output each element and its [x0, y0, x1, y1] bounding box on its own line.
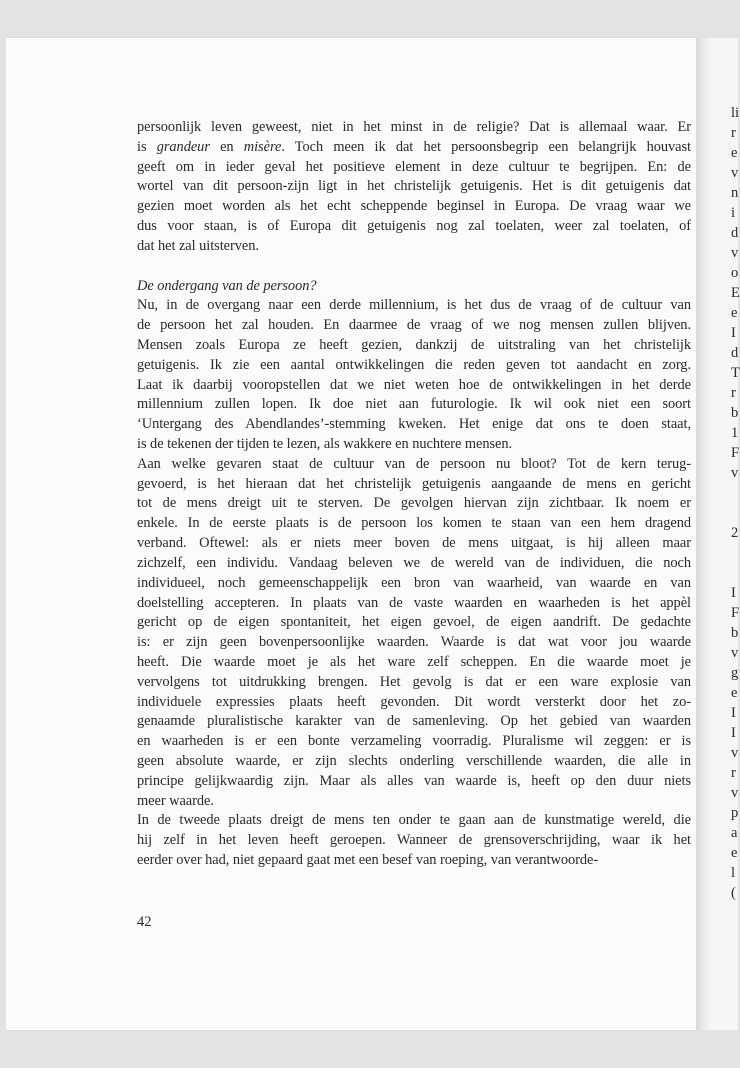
text-line: heeft. Die waarde moet je als het ware zelf scheppen. En die waarde moet je: [137, 653, 691, 670]
text-line: en waarheden is er een bonte verzameling voorradig. Pluralisme wil zeggen: er is: [137, 733, 691, 750]
text-line: wortel van dit persoon-zijn ligt in het christelijk getuigenis. Het is dit getuigenis dat: [137, 178, 691, 195]
paragraph-4: [137, 811, 691, 870]
text-line: eerder over had, niet gepaard gaat met een besef van roeping, van verantwoorde-: [137, 852, 599, 869]
text-line: getuigenis. Ik zie een aantal ontwikkelingen die reden geven tot aandacht en zorg.: [137, 356, 691, 373]
facing-page: [710, 38, 738, 1030]
facing-page-fragment: 2: [731, 525, 739, 541]
facing-page-fragment: (: [731, 885, 736, 901]
book-spine: [696, 38, 710, 1030]
text-line: ‘Untergang des Abendlandes’-stemming kweken. Het enige dat ons te doen staat,: [137, 416, 691, 433]
facing-page-fragment: I: [731, 585, 736, 601]
section-heading: De ondergang van de persoon?: [137, 277, 317, 294]
text-line: individueel, noch gemeenschappelijk een bron van waarheid, van waarde en van: [137, 574, 691, 591]
text-line: persoonlijk leven geweest, niet in het minst in de religie? Dat is allemaal waar. Er: [137, 119, 691, 135]
text-line: hij zelf in het leven heeft geroepen. Wanneer de grensoverschrijding, waar ik het: [137, 832, 691, 849]
facing-page-fragment: e: [731, 685, 738, 701]
facing-page-fragment: p: [731, 805, 739, 821]
facing-page-fragment: I: [731, 725, 736, 741]
facing-page-fragment: l: [731, 865, 735, 881]
facing-page-fragment: o: [731, 265, 739, 281]
text-line: Aan welke gevaren staat de cultuur van de persoon nu bloot? Tot de kern terug-: [137, 455, 691, 472]
text-line: principe gelijkwaardig zijn. Maar als alles van waarde is, heeft op den duur niets: [137, 772, 691, 789]
facing-page-fragment: v: [731, 465, 739, 481]
facing-page-fragment: i: [731, 205, 735, 221]
facing-page-fragment: 1: [731, 425, 739, 441]
text-line: zichzelf, een individu. Vandaag beleven we de wereld van de individuen, die noch: [137, 554, 691, 571]
facing-page-fragment: v: [731, 785, 739, 801]
text-line: geen absolute waarde, er zijn slechts onderling verschillende waarden, die alle in: [137, 753, 691, 769]
text-line: doelstelling accepteren. In plaats van de vaste waarden en waarheden is het appèl: [137, 594, 691, 611]
text-line: verband. Oftewel: als er niets meer boven de mens uitgaat, is hij alleen maar: [137, 535, 691, 552]
text-line: vervolgens tot uitdrukking brengen. Het gevolg is dat er een ware explosie van: [137, 673, 691, 690]
facing-page-fragment: d: [731, 225, 739, 241]
text-line: gericht op de eigen spontaniteit, het eigen gevoel, de eigen aandrift. De gedachte: [137, 614, 691, 631]
text-line: In de tweede plaats dreigt de mens ten onder te gaan aan de kunstmatige wereld, die: [137, 812, 691, 829]
facing-page-fragment: r: [731, 765, 736, 781]
text-line: tot de mens dreigt uit te sterven. De gevolgen hiervan zijn zichtbaar. Ik noem er: [137, 495, 691, 512]
text-line: enkele. In de eerste plaats is de persoon los komen te staan van een hem dragend: [137, 515, 691, 532]
paragraph-2: [137, 296, 691, 455]
text-line: individuele expressies plaats heeft gevonden. Dit wordt versterkt door het zo-: [137, 693, 691, 710]
facing-page-fragment: I: [731, 325, 736, 341]
page-text: [137, 118, 691, 871]
text-line: Laat ik daarbij vooropstellen dat we niet weten hoe de ontwikkelingen in het derde: [137, 376, 691, 393]
text-line: dat het zal uitsterven.: [137, 237, 259, 254]
facing-page-fragment: e: [731, 305, 738, 321]
facing-page-fragment: v: [731, 245, 739, 261]
facing-page-fragment: a: [731, 825, 738, 841]
page-number: 42: [137, 914, 152, 930]
facing-page-fragment: n: [731, 185, 739, 201]
facing-page-fragment: b: [731, 625, 739, 641]
text-line: genaamde pluralistische karakter van de samenleving. Op het gebied van waarden: [137, 713, 691, 730]
paragraph-3: [137, 455, 691, 812]
text-line: meer waarde.: [137, 792, 214, 809]
facing-page-fragment: v: [731, 645, 739, 661]
text-line: de persoon het zal houden. En daarmee de vraag of we nog mensen zullen blijven.: [137, 317, 691, 334]
facing-page-fragment: T: [731, 365, 740, 381]
text-line: dus voor staan, is of Europa dit getuigenis nog zal toelaten, weer zal toelaten, of: [137, 218, 691, 235]
text-line: is grandeur en misère. Toch meen ik dat het persoonsbegrip een belangrijk houvast: [137, 138, 691, 155]
facing-page-fragment: E: [731, 285, 740, 301]
facing-page-fragment: v: [731, 745, 739, 761]
facing-page-fragment: g: [731, 665, 739, 681]
text-line: millennium zullen lopen. Ik doe niet aan futurologie. Ik wil ook niet een soort: [137, 396, 691, 413]
text-line: is de tekenen der tijden te lezen, als wakkere en nuchtere mensen.: [137, 436, 513, 452]
facing-page-fragment: v: [731, 165, 739, 181]
facing-page-fragment: d: [731, 345, 739, 361]
facing-page-fragment: b: [731, 405, 739, 421]
text-line: geeft om in ieder geval het positieve element in deze cultuur te begrijpen. En: de: [137, 158, 691, 175]
facing-page-fragment: e: [731, 845, 738, 861]
text-line: Mensen zoals Europa ze heeft gezien, dankzij de uitstraling van het christelijk: [137, 336, 691, 353]
facing-page-fragment: I: [731, 705, 736, 721]
text-line: gezien moet worden als het echt scheppende beginsel in Europa. De vraag waar we: [137, 198, 691, 215]
paragraph-1: [137, 118, 691, 257]
facing-page-fragment: r: [731, 125, 736, 141]
text-line: gevoerd, is het hieraan dat het christelijk getuigenis aangaande de mens en gericht: [137, 475, 691, 492]
text-line: is: er zijn geen bovenpersoonlijke waarden. Waarde is dat wat voor jou waarde: [137, 634, 691, 651]
facing-page-fragment: F: [731, 445, 740, 461]
facing-page-fragment: r: [731, 385, 736, 401]
facing-page-fragment: li: [731, 105, 739, 121]
facing-page-fragment: F: [731, 605, 740, 621]
text-line: Nu, in de overgang naar een derde millennium, is het dus de vraag of de cultuur van: [137, 297, 691, 314]
facing-page-fragment: e: [731, 145, 738, 161]
